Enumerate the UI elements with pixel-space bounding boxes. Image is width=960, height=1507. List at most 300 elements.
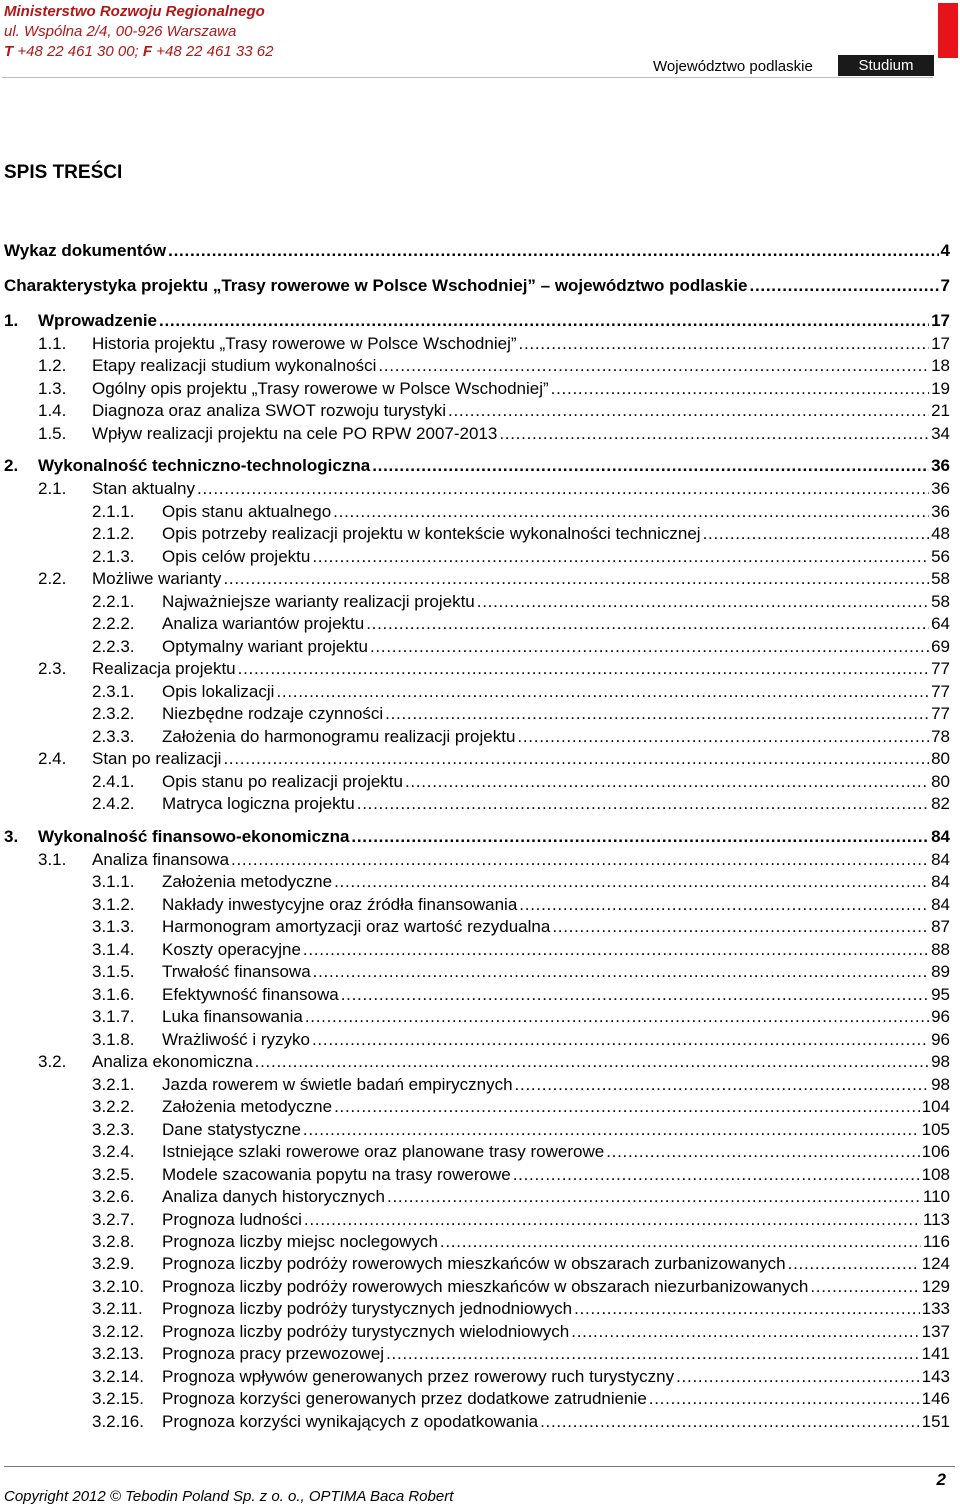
- organization-contact: [4, 42, 273, 62]
- toc-entry-page: 84: [931, 850, 950, 869]
- toc-dot-leader: [385, 703, 929, 725]
- toc-entry-number: 3.2.11.: [92, 1299, 143, 1318]
- toc-entry[interactable]: [0, 378, 960, 400]
- toc-entry-body: [92, 1051, 950, 1073]
- toc-entry[interactable]: [0, 1321, 960, 1343]
- toc-entry-page: 84: [931, 872, 950, 891]
- toc-entry[interactable]: [0, 1029, 960, 1051]
- toc-entry-body: [92, 849, 950, 871]
- toc-entry-title: Stan aktualny: [92, 479, 196, 498]
- toc-entry-body: [162, 1321, 950, 1343]
- toc-entry-page: 7: [940, 276, 950, 295]
- toc-entry[interactable]: [0, 455, 960, 477]
- toc-entry[interactable]: [0, 658, 960, 680]
- toc-entry-body: [92, 658, 950, 680]
- toc-entry-number: 2.: [4, 456, 19, 475]
- toc-entry-title: Analiza ekonomiczna: [92, 1052, 253, 1071]
- toc-dot-leader: [519, 333, 930, 355]
- toc-entry-page: 110: [922, 1187, 950, 1206]
- toc-entry-number: 3.2.12.: [92, 1322, 144, 1341]
- toc-entry-title: Istniejące szlaki rowerowe oraz planowane trasy rowerowe: [162, 1142, 605, 1161]
- toc-entry-number: 3.2.6.: [92, 1187, 135, 1206]
- toc-entry-title: Wykonalność finansowo-ekonomiczna: [38, 827, 350, 846]
- toc-entry-page: 116: [922, 1232, 950, 1251]
- toc-dot-leader: [159, 310, 929, 332]
- toc-entry-number: 2.1.3.: [92, 547, 135, 566]
- toc-entry[interactable]: [0, 546, 960, 568]
- toc-entry-number: 1.3.: [38, 379, 67, 398]
- toc-dot-leader: [517, 726, 929, 748]
- toc-entry-number: 2.3.3.: [92, 727, 135, 746]
- toc-entry[interactable]: [0, 1231, 960, 1253]
- toc-entry-body: [162, 1141, 950, 1163]
- toc-dot-leader: [313, 961, 929, 983]
- toc-entry-page: 36: [931, 456, 950, 475]
- tel-number: +48 22 461 30 00;: [13, 43, 143, 60]
- toc-entry-body: [162, 591, 950, 613]
- toc-entry-number: 3.1.: [38, 850, 67, 869]
- toc-entry-body: [162, 1411, 950, 1433]
- toc-entry[interactable]: [0, 939, 960, 961]
- toc-entry-page: 48: [931, 524, 950, 543]
- toc-entry[interactable]: [0, 871, 960, 893]
- toc-entry-number: 3.2.2.: [92, 1097, 135, 1116]
- toc-entry-title: Harmonogram amortyzacji oraz wartość rezydualna: [162, 917, 551, 936]
- toc-entry-body: [162, 1186, 950, 1208]
- toc-entry-body: [162, 771, 950, 793]
- toc-entry-page: 104: [921, 1097, 950, 1116]
- toc-dot-leader: [223, 568, 929, 590]
- toc-entry[interactable]: [0, 568, 960, 590]
- brand-red-bar: [938, 3, 958, 58]
- toc-entry-title: Historia projektu „Trasy rowerowe w Polsce Wschodniej”: [92, 334, 517, 353]
- toc-entry-title: Matryca logiczna projektu: [162, 794, 355, 813]
- toc-dot-leader: [552, 916, 929, 938]
- toc-entry-page: 34: [931, 424, 950, 443]
- toc-entry-number: 3.1.6.: [92, 985, 135, 1004]
- toc-entry-title: Prognoza korzyści wynikających z opodatkowania: [162, 1412, 539, 1431]
- toc-entry-number: 2.1.2.: [92, 524, 135, 543]
- toc-dot-leader: [333, 501, 929, 523]
- toc-entry-number: 2.2.3.: [92, 637, 135, 656]
- toc-entry[interactable]: [0, 1096, 960, 1118]
- toc-entry-number: 2.2.1.: [92, 592, 135, 611]
- toc-entry-page: 21: [931, 401, 950, 420]
- toc-entry-number: 2.1.: [38, 479, 67, 498]
- toc-entry-body: [162, 1074, 950, 1096]
- toc-entry[interactable]: [0, 1051, 960, 1073]
- copyright-notice: Copyright 2012 © Tebodin Poland Sp. z o. o., OPTIMA Baca Robert: [4, 1488, 454, 1505]
- toc-entry[interactable]: [0, 1006, 960, 1028]
- toc-entry-page: 77: [931, 704, 950, 723]
- toc-entry-number: 2.4.2.: [92, 794, 135, 813]
- toc-entry[interactable]: [0, 1074, 960, 1096]
- toc-entry-page: 19: [931, 379, 950, 398]
- toc-entry-title: Opis stanu po realizacji projektu: [162, 772, 403, 791]
- toc-entry-page: 141: [921, 1344, 950, 1363]
- toc-entry-body: [162, 1209, 950, 1231]
- toc-entry-page: 108: [921, 1165, 950, 1184]
- toc-dot-leader: [477, 591, 929, 613]
- toc-entry[interactable]: [0, 961, 960, 983]
- toc-entry-number: 1.: [4, 311, 19, 330]
- toc-entry-page: 80: [931, 749, 950, 768]
- toc-entry-title: Analiza finansowa: [92, 850, 230, 869]
- toc-entry-page: 96: [931, 1030, 950, 1049]
- toc-entry-page: 84: [931, 827, 950, 846]
- toc-entry-title: Modele szacowania popytu na trasy rowerowe: [162, 1165, 511, 1184]
- toc-entry-body: [162, 1388, 950, 1410]
- region-label: Województwo podlaskie: [653, 58, 813, 75]
- toc-entry-body: [162, 1343, 950, 1365]
- toc-dot-leader: [405, 771, 929, 793]
- toc-entry[interactable]: [0, 681, 960, 703]
- toc-entry[interactable]: [0, 1253, 960, 1275]
- toc-entry[interactable]: [0, 1366, 960, 1388]
- toc-dot-leader: [499, 423, 929, 445]
- toc-entry[interactable]: [0, 1298, 960, 1320]
- toc-dot-leader: [312, 546, 929, 568]
- toc-dot-leader: [197, 478, 929, 500]
- toc-entry[interactable]: [0, 501, 960, 523]
- toc-entry-number: 1.5.: [38, 424, 67, 443]
- toc-entry-title: Ogólny opis projektu „Trasy rowerowe w Polsce Wschodniej”: [92, 379, 549, 398]
- toc-entry-title: Prognoza liczby miejsc noclegowych: [162, 1232, 438, 1251]
- toc-dot-leader: [168, 240, 938, 262]
- toc-entry-number: 3.2.3.: [92, 1120, 135, 1139]
- toc-entry-page: 106: [921, 1142, 950, 1161]
- toc-entry-page: 77: [931, 659, 950, 678]
- toc-entry-title: Trwałość finansowa: [162, 962, 311, 981]
- toc-entry-page: 129: [921, 1277, 950, 1296]
- toc-entry-title: Wpływ realizacji projektu na cele PO RPW 2007-2013: [92, 424, 498, 443]
- toc-entry-title: Najważniejsze warianty realizacji projektu: [162, 592, 475, 611]
- tel-label: T: [4, 43, 14, 60]
- toc-dot-leader: [303, 939, 929, 961]
- toc-dot-leader: [304, 1209, 921, 1231]
- toc-entry-title: Stan po realizacji: [92, 749, 222, 768]
- toc-entry-number: 1.4.: [38, 401, 67, 420]
- toc-entry-page: 88: [931, 940, 950, 959]
- toc-entry-body: [162, 793, 950, 815]
- toc-entry[interactable]: [0, 1141, 960, 1163]
- toc-entry-body: [162, 1366, 950, 1388]
- toc-entry-title: Jazda rowerem w świetle badań empirycznych: [162, 1075, 513, 1094]
- toc-entry[interactable]: [0, 478, 960, 500]
- toc-entry-number: 2.1.1.: [92, 502, 135, 521]
- toc-entry-number: 2.3.1.: [92, 682, 135, 701]
- toc-entry-title: Dane statystyczne: [162, 1120, 301, 1139]
- toc-entry-page: 143: [921, 1367, 950, 1386]
- toc-entry[interactable]: [0, 894, 960, 916]
- letterhead: [4, 2, 273, 62]
- toc-entry-body: [162, 546, 950, 568]
- toc-entry-title: Wykonalność techniczno-technologiczna: [38, 456, 371, 475]
- document-type-tab: Studium: [838, 55, 934, 76]
- toc-dot-leader: [440, 1231, 921, 1253]
- toc-entry-number: 3.2.5.: [92, 1165, 135, 1184]
- toc-entry-number: 2.3.: [38, 659, 67, 678]
- toc-entry[interactable]: [0, 1186, 960, 1208]
- toc-entry[interactable]: [0, 333, 960, 355]
- toc-entry-page: 17: [931, 334, 950, 353]
- toc-dot-leader: [378, 355, 929, 377]
- toc-dot-leader: [223, 748, 929, 770]
- toc-entry[interactable]: [0, 793, 960, 815]
- toc-dot-leader: [519, 894, 929, 916]
- toc-entry-number: 3.2.8.: [92, 1232, 135, 1251]
- toc-entry-page: 98: [931, 1052, 950, 1071]
- toc-entry[interactable]: [0, 748, 960, 770]
- toc-entry-title: Prognoza pracy przewozowej: [162, 1344, 385, 1363]
- toc-entry[interactable]: [0, 1164, 960, 1186]
- toc-title: SPIS TREŚCI: [4, 162, 123, 183]
- toc-entry[interactable]: [0, 1276, 960, 1298]
- toc-dot-leader: [351, 826, 929, 848]
- toc-entry-number: 3.2.14.: [92, 1367, 144, 1386]
- toc-entry-page: 58: [931, 592, 950, 611]
- toc-entry-body: [162, 1029, 950, 1051]
- organization-address: ul. Wspólna 2/4, 00-926 Warszawa: [4, 23, 237, 40]
- toc-dot-leader: [341, 984, 929, 1006]
- toc-dot-leader: [750, 275, 939, 297]
- toc-entry-body: [38, 826, 950, 848]
- toc-entry-number: 1.2.: [38, 356, 67, 375]
- toc-dot-leader: [515, 1074, 930, 1096]
- toc-entry-number: 3.2.10.: [92, 1277, 144, 1296]
- toc-entry-body: [92, 378, 950, 400]
- toc-entry-title: Opis stanu aktualnego: [162, 502, 332, 521]
- toc-dot-leader: [513, 1164, 920, 1186]
- fax-label: F: [142, 43, 153, 60]
- toc-dot-leader: [334, 1096, 920, 1118]
- toc-entry[interactable]: [0, 423, 960, 445]
- toc-dot-leader: [370, 636, 929, 658]
- toc-entry[interactable]: [0, 523, 960, 545]
- toc-entry-title: Prognoza liczby podróży rowerowych mieszkańców w obszarach niezurbanizowanych: [162, 1277, 809, 1296]
- toc-entry-number: 3.2.1.: [92, 1075, 135, 1094]
- toc-entry-body: [162, 726, 950, 748]
- toc-entry-body: [162, 1096, 950, 1118]
- toc-entry-title: Etapy realizacji studium wykonalności: [92, 356, 377, 375]
- toc-entry[interactable]: [0, 771, 960, 793]
- toc-dot-leader: [703, 523, 929, 545]
- toc-dot-leader: [551, 378, 929, 400]
- toc-entry[interactable]: [0, 310, 960, 332]
- toc-dot-leader: [788, 1253, 920, 1275]
- toc-entry-title: Założenia metodyczne: [162, 1097, 333, 1116]
- toc-entry-title: Prognoza wpływów generowanych przez rowerowy ruch turystyczny: [162, 1367, 675, 1386]
- toc-entry-page: 87: [931, 917, 950, 936]
- toc-entry-page: 80: [931, 772, 950, 791]
- toc-entry-title: Analiza danych historycznych: [162, 1187, 386, 1206]
- toc-entry-title: Wrażliwość i ryzyko: [162, 1030, 310, 1049]
- toc-dot-leader: [574, 1298, 920, 1320]
- toc-entry-body: [162, 916, 950, 938]
- toc-entry[interactable]: [0, 1388, 960, 1410]
- toc-entry-body: [162, 1253, 950, 1275]
- toc-entry-title: Możliwe warianty: [92, 569, 222, 588]
- toc-dot-leader: [540, 1411, 920, 1433]
- toc-dot-leader: [810, 1276, 919, 1298]
- toc-entry-page: 96: [931, 1007, 950, 1026]
- toc-entry[interactable]: [0, 916, 960, 938]
- toc-entry-page: 137: [921, 1322, 950, 1341]
- toc-entry-body: [92, 423, 950, 445]
- toc-entry-title: Prognoza korzyści generowanych przez dodatkowe zatrudnienie: [162, 1389, 647, 1408]
- toc-entry-page: 56: [931, 547, 950, 566]
- toc-dot-leader: [312, 1029, 929, 1051]
- toc-entry-page: 4: [940, 241, 950, 260]
- toc-entry-page: 82: [931, 794, 950, 813]
- toc-entry-title: Realizacja projektu: [92, 659, 236, 678]
- toc-entry-number: 3.1.1.: [92, 872, 135, 891]
- toc-entry-title: Diagnoza oraz analiza SWOT rozwoju turystyki: [92, 401, 446, 420]
- toc-entry-page: 105: [921, 1120, 950, 1139]
- toc-entry-body: [162, 703, 950, 725]
- toc-entry-number: 2.4.1.: [92, 772, 135, 791]
- toc-dot-leader: [357, 793, 929, 815]
- toc-entry-body: [162, 984, 950, 1006]
- toc-entry[interactable]: [0, 1343, 960, 1365]
- toc-entry-page: 89: [931, 962, 950, 981]
- toc-entry-page: 95: [931, 985, 950, 1004]
- toc-entry[interactable]: [0, 636, 960, 658]
- toc-entry-title: Optymalny wariant projektu: [162, 637, 368, 656]
- toc-entry[interactable]: [0, 1411, 960, 1433]
- toc-entry-title: Efektywność finansowa: [162, 985, 339, 1004]
- toc-entry-page: 17: [931, 311, 950, 330]
- toc-entry-body: [92, 355, 950, 377]
- toc-entry[interactable]: [0, 826, 960, 848]
- header-divider: [2, 77, 933, 78]
- toc-entry[interactable]: [0, 703, 960, 725]
- toc-dot-leader: [386, 1343, 920, 1365]
- toc-entry-body: [38, 455, 950, 477]
- toc-entry-number: 3.1.2.: [92, 895, 135, 914]
- toc-entry-title: Koszty operacyjne: [162, 940, 301, 959]
- toc-entry-body: [162, 613, 950, 635]
- fax-number: +48 22 461 33 62: [152, 43, 274, 60]
- toc-entry[interactable]: [0, 275, 960, 297]
- toc-entry[interactable]: [0, 1209, 960, 1231]
- toc-entry-number: 2.3.2.: [92, 704, 135, 723]
- toc-entry-page: 18: [931, 356, 950, 375]
- toc-entry-title: Prognoza liczby podróży rowerowych mieszkańców w obszarach zurbanizowanych: [162, 1254, 786, 1273]
- toc-entry-title: Założenia do harmonogramu realizacji projektu: [162, 727, 516, 746]
- toc-entry[interactable]: [0, 240, 960, 262]
- toc-entry-number: 3.2.15.: [92, 1389, 144, 1408]
- toc-entry-page: 77: [931, 682, 950, 701]
- toc-entry-title: Opis celów projektu: [162, 547, 311, 566]
- toc-entry-page: 78: [931, 727, 950, 746]
- toc-entry-page: 146: [921, 1389, 950, 1408]
- toc-dot-leader: [606, 1141, 919, 1163]
- toc-entry[interactable]: [0, 984, 960, 1006]
- toc-entry-page: 36: [931, 502, 950, 521]
- toc-entry-number: 3.2.13.: [92, 1344, 144, 1363]
- toc-entry-body: [162, 681, 950, 703]
- toc-dot-leader: [372, 455, 929, 477]
- toc-entry[interactable]: [0, 1119, 960, 1141]
- toc-entry-number: 3.2.4.: [92, 1142, 135, 1161]
- toc-entry-number: 2.2.: [38, 569, 67, 588]
- toc-entry-page: 64: [931, 614, 950, 633]
- toc-dot-leader: [649, 1388, 920, 1410]
- toc-entry-title: Wprowadzenie: [38, 311, 158, 330]
- toc-dot-leader: [238, 658, 929, 680]
- toc-entry-body: [92, 333, 950, 355]
- toc-entry-body: [162, 523, 950, 545]
- toc-entry-title: Opis potrzeby realizacji projektu w kontekście wykonalności technicznej: [162, 524, 701, 543]
- toc-entry-page: 151: [921, 1412, 950, 1431]
- toc-entry-body: [162, 894, 950, 916]
- toc-entry-page: 98: [931, 1075, 950, 1094]
- toc-entry[interactable]: [0, 613, 960, 635]
- toc-entry-number: 3.1.4.: [92, 940, 135, 959]
- toc-dot-leader: [448, 400, 929, 422]
- toc-entry-number: 3.2.: [38, 1052, 67, 1071]
- toc-entry[interactable]: [0, 400, 960, 422]
- toc-entry-body: [162, 636, 950, 658]
- toc-entry[interactable]: [0, 849, 960, 871]
- toc-entry-title: Niezbędne rodzaje czynności: [162, 704, 384, 723]
- toc-entry[interactable]: [0, 355, 960, 377]
- toc-entry-body: [162, 1298, 950, 1320]
- toc-entry-body: [162, 961, 950, 983]
- toc-entry-number: 3.2.9.: [92, 1254, 135, 1273]
- toc-entry-number: 3.1.7.: [92, 1007, 135, 1026]
- toc-entry[interactable]: [0, 591, 960, 613]
- toc-dot-leader: [676, 1366, 920, 1388]
- toc-entry-page: 84: [931, 895, 950, 914]
- toc-entry[interactable]: [0, 726, 960, 748]
- toc-entry-body: [92, 568, 950, 590]
- organization-name: Ministerstwo Rozwoju Regionalnego: [4, 3, 265, 20]
- toc-entry-page: 124: [921, 1254, 950, 1273]
- toc-dot-leader: [231, 849, 929, 871]
- toc-entry-title: Nakłady inwestycyjne oraz źródła finansowania: [162, 895, 518, 914]
- toc-entry-body: [162, 1164, 950, 1186]
- toc-dot-leader: [387, 1186, 921, 1208]
- toc-dot-leader: [571, 1321, 919, 1343]
- toc-entry-page: 69: [931, 637, 950, 656]
- toc-entry-number: 1.1.: [38, 334, 67, 353]
- toc-dot-leader: [366, 613, 929, 635]
- toc-dot-leader: [276, 681, 929, 703]
- toc-entry-page: 113: [922, 1210, 950, 1229]
- toc-entry-number: 3.1.5.: [92, 962, 135, 981]
- toc-entry-number: 3.1.8.: [92, 1030, 135, 1049]
- toc-entry-title: Prognoza ludności: [162, 1210, 302, 1229]
- toc-entry-body: [162, 1231, 950, 1253]
- toc-entry-title: Charakterystyka projektu „Trasy rowerowe w Polsce Wschodniej” – województwo podlaskie: [4, 276, 748, 295]
- toc-entry-body: [92, 400, 950, 422]
- toc-entry-body: [162, 871, 950, 893]
- toc-entry-number: 3.1.3.: [92, 917, 135, 936]
- toc-entry-body: [162, 939, 950, 961]
- toc-entry-body: [4, 240, 950, 262]
- toc-entry-page: 36: [931, 479, 950, 498]
- toc-entry-number: 2.2.2.: [92, 614, 135, 633]
- toc-entry-title: Wykaz dokumentów: [4, 241, 167, 260]
- toc-entry-body: [4, 275, 950, 297]
- toc-entry-body: [162, 501, 950, 523]
- toc-entry-body: [162, 1119, 950, 1141]
- toc-entry-body: [92, 478, 950, 500]
- toc-entry-page: 58: [931, 569, 950, 588]
- toc-dot-leader: [334, 871, 929, 893]
